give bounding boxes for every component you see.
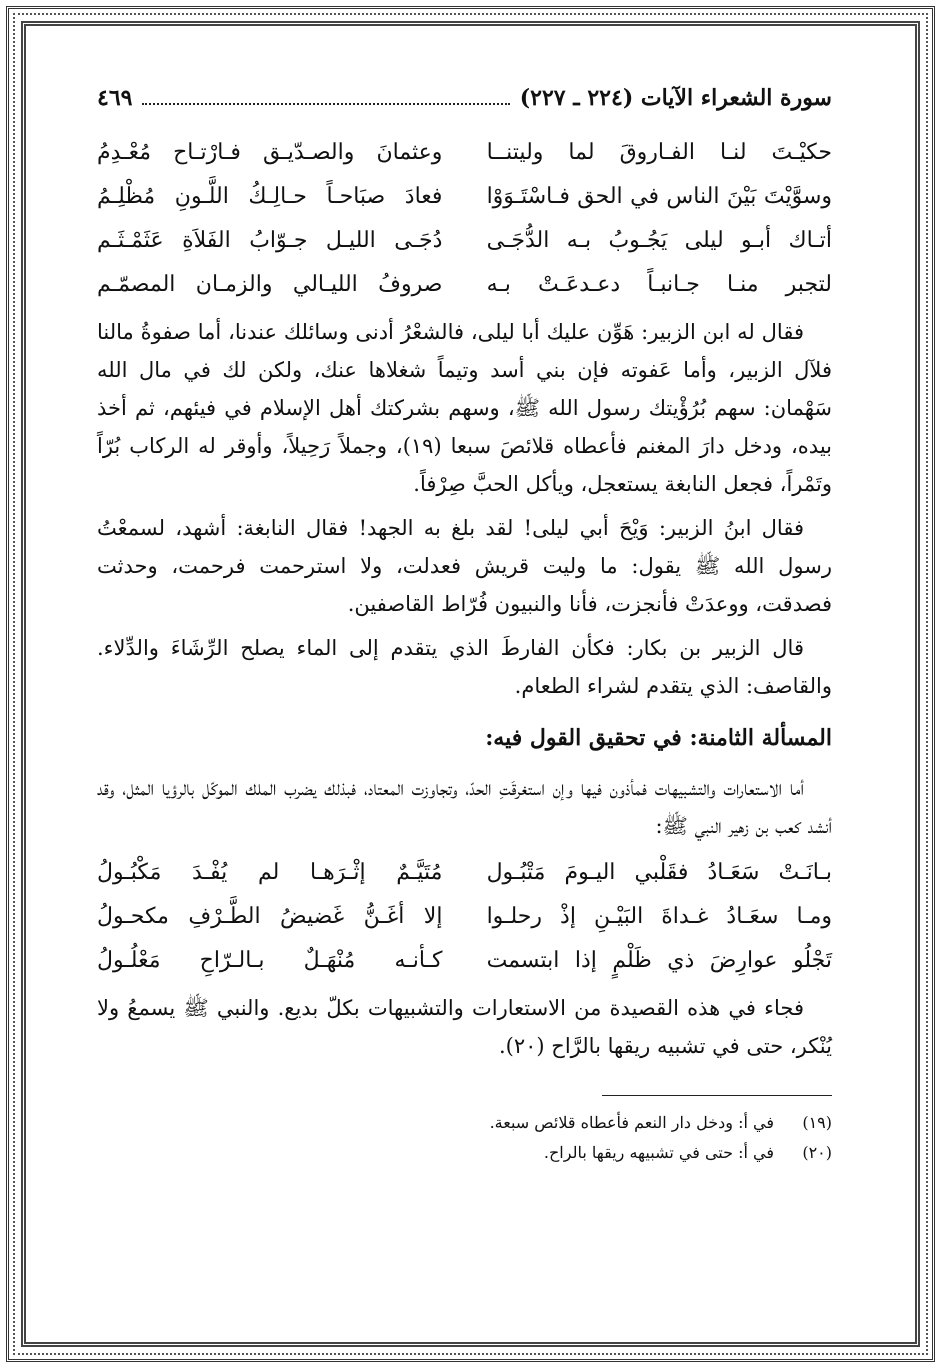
verse-first-hemistich: حكيْـتَ لنـا الفـاروقَ لما وليتنــا — [486, 140, 832, 165]
verse-line — [97, 219, 832, 263]
verse-first-hemistich: بـانَـتْ سَعَـادُ فقَلْبي اليـومَ مَتْبُـول — [486, 860, 832, 885]
poem-block-1 — [97, 131, 832, 307]
verse-line — [97, 263, 832, 307]
verse-first-hemistich: وسوَّيْتَ بَيْنَ الناس في الحق فـاسْتَـوَوْا — [486, 184, 832, 209]
footnote-number: (١٩) — [802, 1113, 832, 1132]
verse-first-hemistich: أتـاك أبـو ليلى يَجُـوبُ بـه الدُّجَـى — [486, 228, 832, 253]
verse-line — [97, 895, 832, 939]
verse-first-hemistich: لتجبر منـا جـانبـاً دعـدعَـتْ بـه — [486, 272, 832, 297]
running-header — [97, 79, 832, 125]
header-dot-leader — [142, 103, 509, 105]
verse-line — [97, 851, 832, 895]
page-frame — [6, 6, 935, 1362]
footnote-text: في أ: حتى في تشبيهه ريقها بالراح. — [543, 1143, 774, 1162]
page-number: ٤٦٩ — [97, 85, 133, 111]
verse-second-hemistich: دُجَـى الليـل جـوّابُ الفَلاَةِ عَثَمْـثَـم — [97, 228, 443, 253]
verse-second-hemistich: مُتَيَّـمٌ إثْـرَهـا لم يُفْـدَ مَكْبُـولُ — [97, 860, 443, 885]
body-paragraph: قال الزبير بن بكار: فكأن الفارطَ الذي يتقدم إلى الماء يصلح الرِّشَاءَ والدِّلاء. والقاصف: الذي يتقدم لشراء الطعام. — [97, 636, 832, 698]
verse-second-hemistich: وعثمانَ والصـدّيـق فـارْتـاح مُعْـدِمُ — [97, 140, 443, 165]
verse-second-hemistich: كـأنـه مُنْهَـلٌ بـالـرّاحِ مَعْلُـولُ — [97, 948, 443, 973]
body-paragraph: أما الاستعارات والتشبيهات فمأذون فيها وإن استغرقَتِ الحدّ، وتجاوزت المعتاد، فبذلك يضرب الملك الموكّل بالرؤيا المثل، وقد أنشد كعب بن زهير النبي ﷺ: — [97, 776, 832, 838]
footnote-text: في أ: ودخل دار النعم فأعطاه قلائص سبعة. — [489, 1113, 774, 1132]
verse-second-hemistich: فعادَ صبَاحـاً حـالِـكُ اللَّـونِ مُظْلِـمُ — [97, 184, 443, 209]
footnote-separator — [602, 1095, 832, 1096]
verse-line — [97, 939, 832, 983]
verse-second-hemistich: صروفُ الليـالي والزمـان المصمّـم — [97, 272, 443, 297]
body-paragraph: فقال له ابن الزبير: هَوِّن عليك أبا ليلى، فالشعْرُ أدنى وسائلك عندنا، أما صفوةُ مالنا فلآل الزبير، وأما عَفوته فإن بني أسد وتيماً شغلاها عنك، ولكن لك في مال الله سَهْمان: سهم بُرُؤْيتك رسول الله ﷺ، وسهم بشركتك أهل الإسلام في فيئهم، ثم أخذ بيده، ودخل دارَ المغنم فأعطاه قلائصَ سبعا (١٩)، وجملاً رَحِيلاً، وأوقر له الركاب بُرّاً وتَمْراً، فجعل النابغة يستعجل، ويأكل الحبَّ صِرْفاً. — [97, 320, 833, 496]
verse-line — [97, 175, 832, 219]
section-heading: المسألة الثامنة: في تحقيق القول فيه: — [485, 725, 832, 751]
footnote — [97, 1108, 832, 1138]
verse-first-hemistich: تَجْلُو عوارِضَ ذي ظَلْمٍ إذا ابتسمت — [486, 948, 832, 973]
poem-block-2 — [97, 851, 832, 983]
verse-second-hemistich: إلا أغَـنُّ غَضيضُ الطَّـرْفِ مكحـولُ — [97, 904, 443, 929]
footnote-number: (٢٠) — [802, 1143, 832, 1162]
footnote — [97, 1138, 832, 1168]
verse-first-hemistich: ومـا سعَـادُ غـداةَ البَيْـنِ إذْ رحلـوا — [486, 904, 832, 929]
footnotes — [97, 1108, 832, 1168]
page-content — [97, 79, 832, 1299]
body-paragraph: فقال ابنُ الزبير: وَيْحَ أبي ليلى! لقد بلغ به الجهد! فقال النابغة: أشهد، لسمعْتُ رسول الله ﷺ يقول: ما وليت قريش فعدلت، ولا استرحمت فرحمت، وحدثت فصدقت، ووعدَتْ فأنجزت، فأنا والنبيون فُرّاط القاصفين. — [97, 516, 832, 616]
running-title: سورة الشعراء الآيات (٢٢٤ ـ ٢٢٧) — [519, 85, 832, 111]
verse-line — [97, 131, 832, 175]
body-paragraph: فجاء في هذه القصيدة من الاستعارات والتشبيهات بكلّ بديع. والنبي ﷺ يسمعُ ولا يُنْكر، حتى في تشبيه ريقها بالرَّاح (٢٠). — [97, 996, 832, 1058]
